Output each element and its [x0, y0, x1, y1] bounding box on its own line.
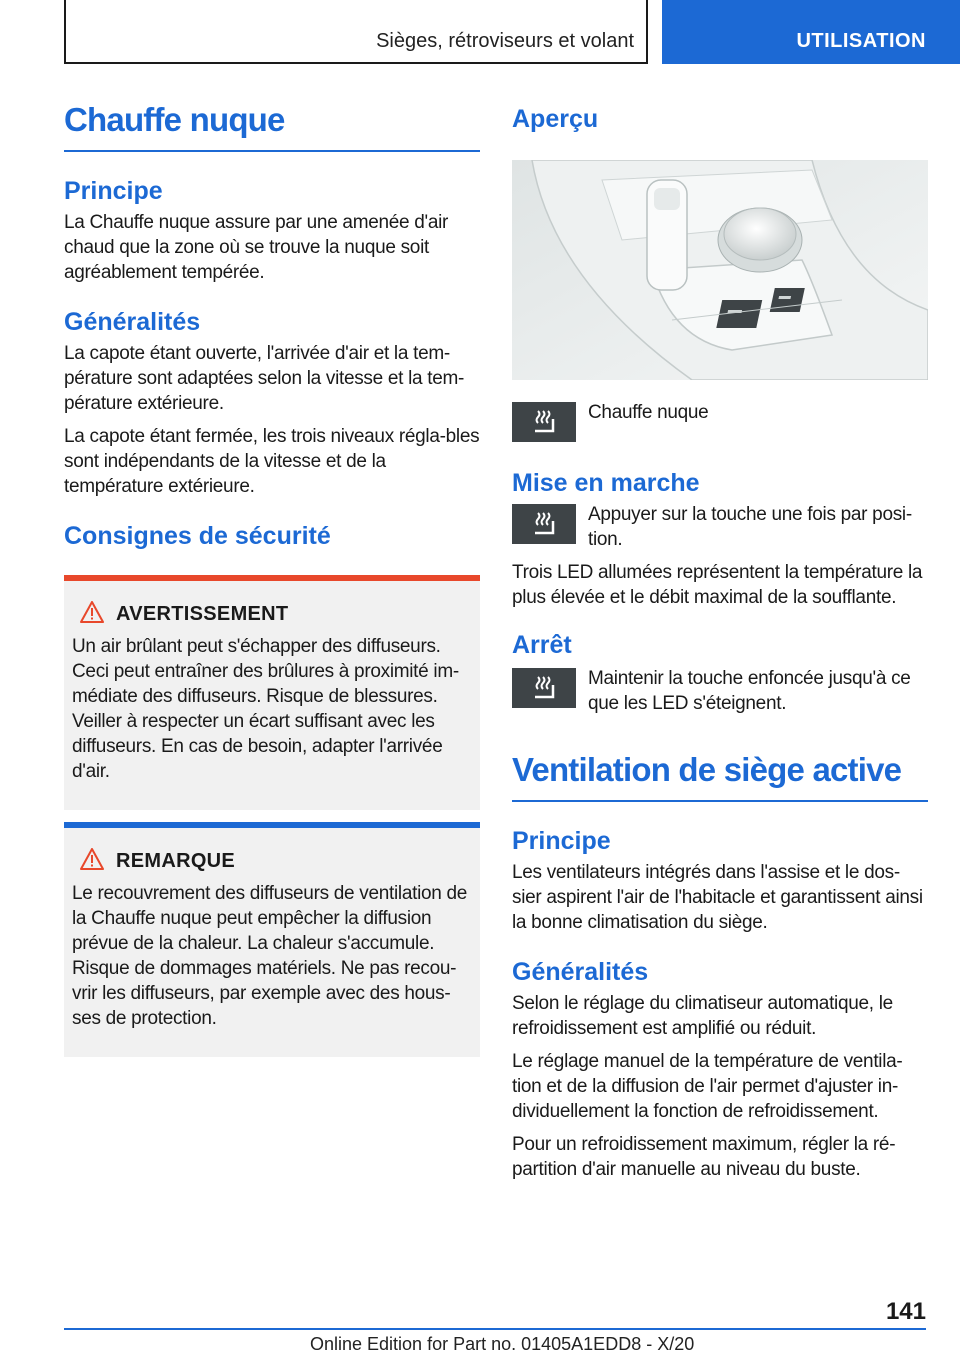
- edition-footer: Online Edition for Part no. 01405A1EDD8 - X/20: [310, 1334, 695, 1354]
- arret-row: [512, 666, 928, 716]
- apercu-caption: Chauffe nuque: [588, 402, 709, 423]
- mise-en-marche-led-text: Trois LED allumées représentent la température la plus élevée et le débit maximal de la soufflante.: [512, 562, 923, 608]
- neck-warmer-icon: [512, 402, 576, 442]
- heading-principe: Principe: [64, 176, 163, 205]
- right-column: [512, 100, 928, 1190]
- ventilation-principe-text: Les ventilateurs intégrés dans l'assise et le dos-sier aspirent l'air de l'habitacle et garantissent ainsi la bonne climatisation du siège.: [512, 861, 923, 933]
- ventilation-generalites-paragraph-1: Selon le réglage du climatiseur automatique, le refroidissement est amplifié ou réduit.: [512, 992, 893, 1039]
- heading-ventilation-generalites: Généralités: [512, 957, 649, 986]
- page-number: 141: [885, 1298, 926, 1325]
- apercu-caption-row: [512, 400, 928, 442]
- arret-text: Maintenir la touche enfoncée jusqu'à ce que les LED s'éteignent.: [588, 668, 911, 714]
- note-triangle-icon: [72, 848, 116, 875]
- generalites-paragraph-2: La capote étant fermée, les trois niveaux régla-bles sont indépendants de la vitesse et de la température extérieure.: [64, 425, 480, 497]
- heading-mise-en-marche: Mise en marche: [512, 469, 700, 497]
- neck-warmer-button-icon: [512, 504, 576, 544]
- note-bar: [64, 822, 480, 828]
- header-chapter-tab: [662, 0, 960, 64]
- principe-text: La Chauffe nuque assure par une amenée d'air chaud que la zone où se trouve la nuque soit agréablement tempérée.: [64, 211, 449, 283]
- center-console-image: [512, 160, 928, 380]
- section-title-ventilation: Ventilation de siège active: [512, 750, 928, 802]
- warning-triangle-icon: [72, 601, 116, 628]
- warning-text: Un air brûlant peut s'échapper des diffuseurs. Ceci peut entraîner des brûlures à proximité im-médiate des diffuseurs. Risque de blessures. Veiller à respecter un écart suffisant avec les diffuseurs. En cas de besoin, adapter l'arrivée d'air.: [72, 635, 459, 782]
- header-section-tab: [64, 0, 648, 64]
- section-title-chauffe-nuque: Chauffe nuque: [64, 100, 480, 152]
- mise-en-marche-text: Appuyer sur la touche une fois par posi-tion.: [588, 504, 912, 550]
- note-text: Le recouvrement des diffuseurs de ventilation de la Chauffe nuque peut empêcher la diffusion prévue de la chaleur. La chaleur s'accumule. Risque de dommages matériels. Ne pas recou-vrir les diffuseurs, par exemple avec des hous-ses de protection.: [72, 882, 468, 1029]
- heading-arret: Arrêt: [512, 631, 572, 659]
- neck-warmer-off-icon: [512, 668, 576, 708]
- header-section-title: Sièges, rétroviseurs et volant: [376, 30, 634, 52]
- heading-ventilation-principe: Principe: [512, 826, 611, 855]
- warning-bar: [64, 575, 480, 581]
- heading-generalites: Généralités: [64, 307, 201, 336]
- note-title: REMARQUE: [116, 849, 236, 872]
- footer-divider: [64, 1328, 926, 1330]
- ventilation-generalites-paragraph-2: Le réglage manuel de la température de ventila-tion et de la diffusion de l'air permet d'ajuster in-dividuellement la fonction de refroidissement.: [512, 1050, 903, 1122]
- warning-box: [64, 575, 480, 810]
- generalites-paragraph-1: La capote étant ouverte, l'arrivée d'air et la tem-pérature sont adaptées selon la vitesse et la tem-pérature extérieure.: [64, 342, 465, 414]
- left-column: [64, 100, 480, 1057]
- header-chapter-title: UTILISATION: [796, 30, 926, 52]
- mise-en-marche-row: [512, 502, 928, 552]
- heading-apercu: Aperçu: [512, 105, 599, 133]
- warning-title: AVERTISSEMENT: [116, 602, 289, 625]
- note-box: [64, 822, 480, 1057]
- ventilation-generalites-paragraph-3: Pour un refroidissement maximum, régler la ré-partition d'air manuelle au niveau du buste.: [512, 1133, 896, 1180]
- heading-consignes-securite: Consignes de sécurité: [64, 521, 331, 550]
